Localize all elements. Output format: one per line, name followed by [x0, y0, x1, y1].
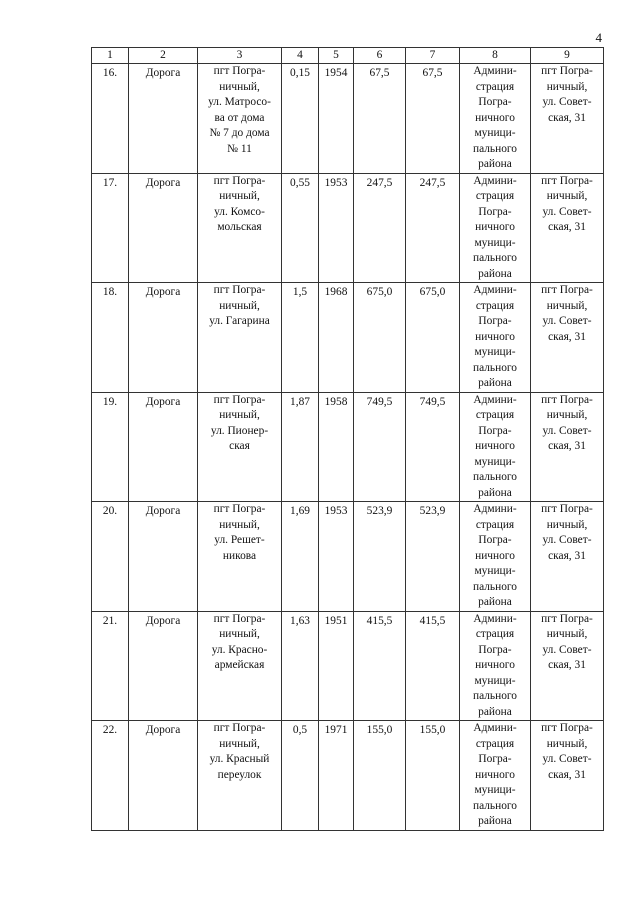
- column-number: 8: [460, 48, 531, 64]
- holder-address: пгт Погра- ничный, ул. Совет- ская, 31: [531, 283, 604, 393]
- residual-value: 523,9: [406, 502, 460, 612]
- object-length: 1,63: [282, 611, 319, 721]
- object-year: 1951: [319, 611, 354, 721]
- row-number: 17.: [92, 173, 129, 283]
- object-name: Дорога: [129, 721, 198, 831]
- table-row: [92, 64, 604, 174]
- holder-address: пгт Погра- ничный, ул. Совет- ская, 31: [531, 173, 604, 283]
- object-name: Дорога: [129, 502, 198, 612]
- row-number: 18.: [92, 283, 129, 393]
- residual-value: 155,0: [406, 721, 460, 831]
- object-name: Дорога: [129, 283, 198, 393]
- row-number: 20.: [92, 502, 129, 612]
- object-address: пгт Погра- ничный, ул. Пионер- ская: [198, 392, 282, 502]
- book-value: 247,5: [354, 173, 406, 283]
- book-value: 155,0: [354, 721, 406, 831]
- column-number: 3: [198, 48, 282, 64]
- object-address: пгт Погра- ничный, ул. Комсо- мольская: [198, 173, 282, 283]
- object-name: Дорога: [129, 173, 198, 283]
- holder-name: Админи- страция Погра- ничного муници- пального района: [460, 502, 531, 612]
- object-year: 1954: [319, 64, 354, 174]
- column-number: 4: [282, 48, 319, 64]
- table-row: [92, 173, 604, 283]
- holder-address: пгт Погра- ничный, ул. Совет- ская, 31: [531, 64, 604, 174]
- holder-name: Админи- страция Погра- ничного муници- пального района: [460, 64, 531, 174]
- table-row: [92, 392, 604, 502]
- object-length: 1,87: [282, 392, 319, 502]
- holder-name: Админи- страция Погра- ничного муници- пального района: [460, 392, 531, 502]
- column-number: 5: [319, 48, 354, 64]
- column-number: 7: [406, 48, 460, 64]
- column-number: 1: [92, 48, 129, 64]
- object-length: 1,5: [282, 283, 319, 393]
- residual-value: 749,5: [406, 392, 460, 502]
- row-number: 16.: [92, 64, 129, 174]
- column-number-row: [92, 48, 604, 64]
- object-length: 0,55: [282, 173, 319, 283]
- column-number: 9: [531, 48, 604, 64]
- residual-value: 67,5: [406, 64, 460, 174]
- object-length: 0,15: [282, 64, 319, 174]
- table-row: [92, 721, 604, 831]
- table-row: [92, 502, 604, 612]
- book-value: 523,9: [354, 502, 406, 612]
- holder-address: пгт Погра- ничный, ул. Совет- ская, 31: [531, 392, 604, 502]
- holder-address: пгт Погра- ничный, ул. Совет- ская, 31: [531, 502, 604, 612]
- object-year: 1953: [319, 173, 354, 283]
- holder-name: Админи- страция Погра- ничного муници- пального района: [460, 611, 531, 721]
- page-number: 4: [595, 30, 602, 45]
- property-registry-table: [91, 47, 604, 831]
- column-number: 2: [129, 48, 198, 64]
- object-year: 1971: [319, 721, 354, 831]
- row-number: 19.: [92, 392, 129, 502]
- object-address: пгт Погра- ничный, ул. Решет- никова: [198, 502, 282, 612]
- table-row: [92, 283, 604, 393]
- row-number: 22.: [92, 721, 129, 831]
- object-address: пгт Погра- ничный, ул. Матросо- ва от дома № 7 до дома № 11: [198, 64, 282, 174]
- object-address: пгт Погра- ничный, ул. Красный переулок: [198, 721, 282, 831]
- book-value: 67,5: [354, 64, 406, 174]
- object-length: 0,5: [282, 721, 319, 831]
- holder-address: пгт Погра- ничный, ул. Совет- ская, 31: [531, 721, 604, 831]
- book-value: 675,0: [354, 283, 406, 393]
- holder-address: пгт Погра- ничный, ул. Совет- ская, 31: [531, 611, 604, 721]
- object-address: пгт Погра- ничный, ул. Красно- армейская: [198, 611, 282, 721]
- row-number: 21.: [92, 611, 129, 721]
- column-number: 6: [354, 48, 406, 64]
- object-year: 1968: [319, 283, 354, 393]
- residual-value: 675,0: [406, 283, 460, 393]
- residual-value: 415,5: [406, 611, 460, 721]
- object-name: Дорога: [129, 611, 198, 721]
- object-name: Дорога: [129, 64, 198, 174]
- holder-name: Админи- страция Погра- ничного муници- пального района: [460, 283, 531, 393]
- object-name: Дорога: [129, 392, 198, 502]
- book-value: 749,5: [354, 392, 406, 502]
- object-year: 1953: [319, 502, 354, 612]
- object-length: 1,69: [282, 502, 319, 612]
- object-address: пгт Погра- ничный, ул. Гагарина: [198, 283, 282, 393]
- book-value: 415,5: [354, 611, 406, 721]
- holder-name: Админи- страция Погра- ничного муници- пального района: [460, 173, 531, 283]
- residual-value: 247,5: [406, 173, 460, 283]
- holder-name: Админи- страция Погра- ничного муници- пального района: [460, 721, 531, 831]
- object-year: 1958: [319, 392, 354, 502]
- table-row: [92, 611, 604, 721]
